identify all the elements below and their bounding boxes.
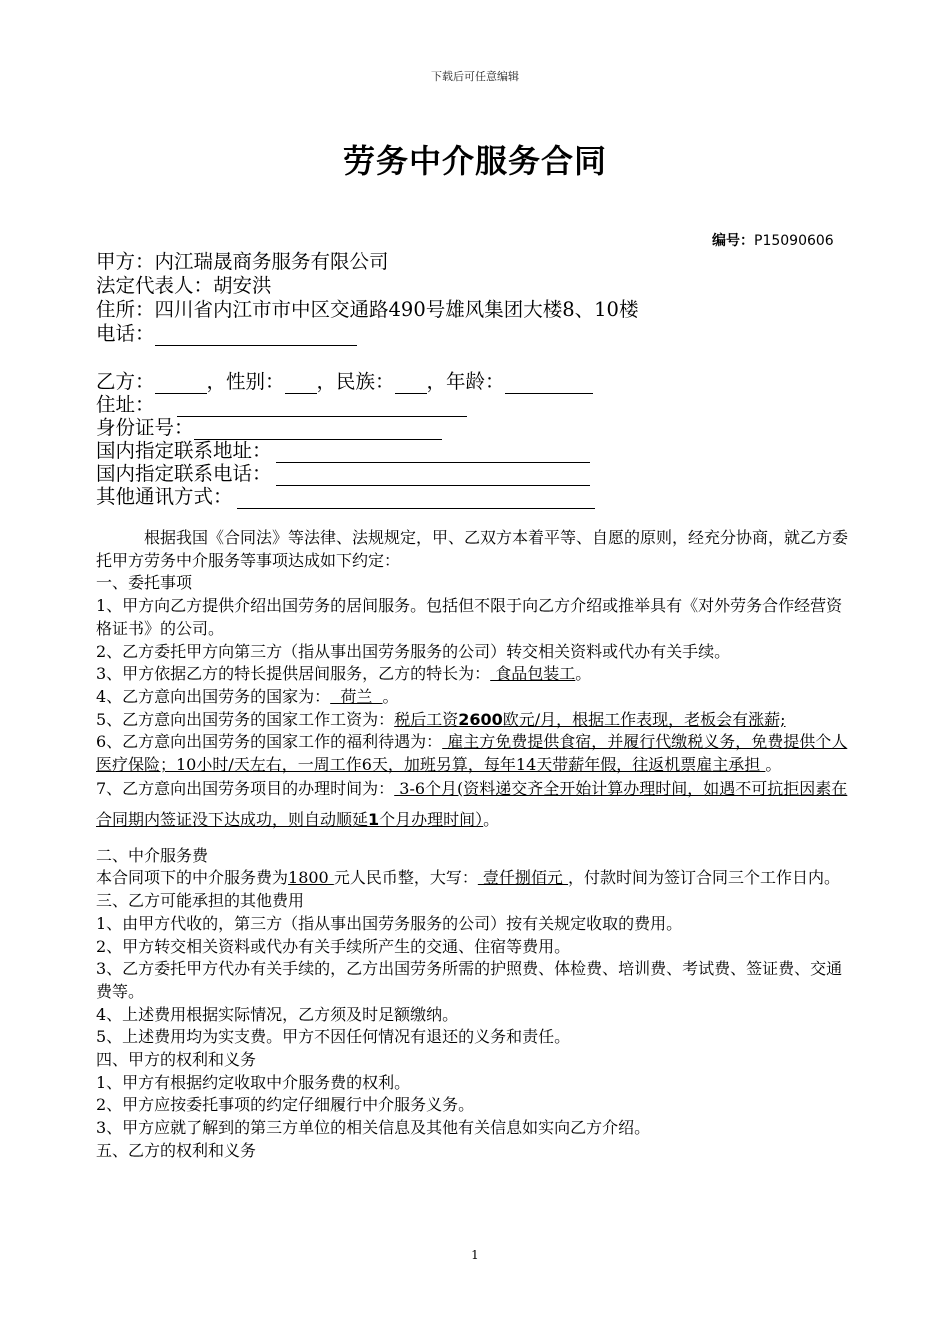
page-number: 1 xyxy=(471,1248,479,1262)
fee-amount: 1800 xyxy=(288,868,334,888)
country-value: 荷兰 xyxy=(330,686,383,706)
item-3-end: 。 xyxy=(575,664,592,684)
domestic-address-label: 国内指定联系地址： xyxy=(96,439,272,462)
domestic-address xyxy=(96,439,590,463)
ethnic-label: ，民族： xyxy=(316,370,395,393)
section-1-item-2: 2、乙方委托甲方向第三方（指从事出国劳务服务的公司）转交相关资料或代办有关手续。 xyxy=(96,641,731,661)
age-label: ，年龄： xyxy=(426,370,505,393)
item-4-end: 。 xyxy=(382,686,399,706)
section-2-heading: 二、中介服务费 xyxy=(96,845,209,865)
other-contact xyxy=(96,485,595,509)
section-4-item-3: 3、甲方应就了解到的第三方单位的相关信息及其他有关信息如实向乙方介绍。 xyxy=(96,1118,651,1138)
contract-body xyxy=(96,527,856,1163)
domestic-phone-blank xyxy=(276,465,590,486)
party-a-rep: 法定代表人：胡安洪 xyxy=(96,274,272,297)
party-b-address-label: 住址： xyxy=(96,393,155,416)
contract-number xyxy=(712,230,834,250)
party-b-id-blank xyxy=(194,419,442,440)
salary-suffix: 欧元/月，根据工作表现，老板会有涨薪; xyxy=(502,709,786,729)
party-b-name-blank xyxy=(155,373,207,394)
contract-number-label: 编号： xyxy=(712,233,754,249)
item-7-end: 。 xyxy=(483,809,500,829)
age-blank xyxy=(505,373,593,394)
section-2-text xyxy=(96,867,856,890)
contract-number-value: P15090606 xyxy=(754,233,834,249)
domestic-phone xyxy=(96,462,590,486)
section-1-item-4 xyxy=(96,686,856,709)
section-3-item-4: 4、上述费用根据实际情况，乙方须及时足额缴纳。 xyxy=(96,1004,459,1024)
section-4-heading: 四、甲方的权利和义务 xyxy=(96,1050,257,1070)
party-a-phone-label: 电话： xyxy=(96,322,155,345)
section-1-item-7 xyxy=(96,773,856,835)
processing-time-c: 个月办理时间） xyxy=(379,809,484,829)
fee-label: 本合同项下的中介服务费为 xyxy=(96,868,289,888)
section-1-item-1: 1、甲方向乙方提供介绍出国劳务的居间服务。包括但不限于向乙方介绍或推举具有《对外劳务合作经营资格证书》的公司。 xyxy=(96,596,843,638)
fee-amount-capital: 壹仟捌佰元 xyxy=(477,868,569,888)
section-3-item-1: 1、由甲方代收的，第三方（指从事出国劳务服务的公司）按有关规定收取的费用。 xyxy=(96,913,683,933)
party-a-address: 住所：四川省内江市市中区交通路490号雄风集团大楼8、10楼 xyxy=(96,298,639,321)
party-b-label: 乙方： xyxy=(96,370,155,393)
section-1-item-3 xyxy=(96,663,856,686)
section-3-item-5: 5、上述费用均为实支费。甲方不因任何情况有退还的义务和责任。 xyxy=(96,1027,571,1047)
fee-capital-label: 元人民币整，大写： xyxy=(333,868,478,888)
benefits-value: 雇主方免费提供食宿，并履行代缴税义务，免费提供个人医疗保险；10小时/天左右，一周工作6天，加班另算，每年14天带薪年假，往返机票雇主承担 xyxy=(96,732,848,775)
ethnic-blank xyxy=(395,373,427,394)
preamble: 根据我国《合同法》等法律、法规规定，甲、乙双方本着平等、自愿的原则，经充分协商，就乙方委托甲方劳务中介服务等事项达成如下约定： xyxy=(96,528,849,570)
domestic-phone-label: 国内指定联系电话： xyxy=(96,462,272,485)
header-note: 下载后可任意编辑 xyxy=(431,70,519,83)
party-a-phone-blank xyxy=(155,325,357,346)
processing-time-a: 3-6个月(资料递交齐全开始计算办理时间，如遇不可抗拒因素在合同期内签证没下达成功，则自动顺延 xyxy=(96,778,848,829)
domestic-address-blank xyxy=(276,442,590,463)
section-3-heading: 三、乙方可能承担的其他费用 xyxy=(96,891,305,911)
gender-label: ，性别： xyxy=(206,370,285,393)
section-1-item-6 xyxy=(96,731,856,776)
gender-blank xyxy=(285,373,317,394)
item-6-label: 6、乙方意向出国劳务的国家工作的福利待遇为： xyxy=(96,732,443,752)
specialty-value: 食品包装工 xyxy=(490,664,576,684)
salary-value xyxy=(394,710,785,729)
section-1-heading: 一、委托事项 xyxy=(96,573,193,593)
party-a-phone xyxy=(96,322,357,346)
section-4-item-1: 1、甲方有根据约定收取中介服务费的权利。 xyxy=(96,1072,411,1092)
party-a-name: 甲方：内江瑞晟商务服务有限公司 xyxy=(96,250,389,273)
section-3-item-3: 3、乙方委托甲方代办有关手续的，乙方出国劳务所需的护照费、体检费、培训费、考试费、签证费、交通费等。 xyxy=(96,959,843,1001)
item-3-label: 3、甲方依据乙方的特长提供居间服务，乙方的特长为： xyxy=(96,664,491,684)
salary-amount: 2600 xyxy=(458,709,503,729)
other-contact-label: 其他通讯方式： xyxy=(96,485,233,508)
party-b-id-label: 身份证号： xyxy=(96,416,194,439)
other-contact-blank xyxy=(237,488,595,509)
section-5-heading: 五、乙方的权利和义务 xyxy=(96,1140,257,1160)
item-5-label: 5、乙方意向出国劳务的国家工作工资为： xyxy=(96,709,395,729)
salary-prefix: 税后工资 xyxy=(394,709,459,729)
section-3-item-2: 2、甲方转交相关资料或代办有关手续所产生的交通、住宿等费用。 xyxy=(96,936,571,956)
item-6-end: 。 xyxy=(765,755,782,775)
page-title: 劳务中介服务合同 xyxy=(342,142,607,180)
payment-terms: ，付款时间为签订合同三个工作日内。 xyxy=(568,868,841,888)
item-7-label: 7、乙方意向出国劳务项目的办理时间为： xyxy=(96,778,395,798)
processing-time-b: 1 xyxy=(368,809,380,829)
section-1-item-5 xyxy=(96,709,856,732)
party-b-address-blank xyxy=(177,396,467,417)
party-b-line xyxy=(96,370,593,394)
party-b-address xyxy=(96,393,467,417)
section-4-item-2: 2、甲方应按委托事项的约定仔细履行中介服务义务。 xyxy=(96,1095,475,1115)
party-b-id xyxy=(96,416,442,440)
item-4-label: 4、乙方意向出国劳务的国家为： xyxy=(96,686,331,706)
